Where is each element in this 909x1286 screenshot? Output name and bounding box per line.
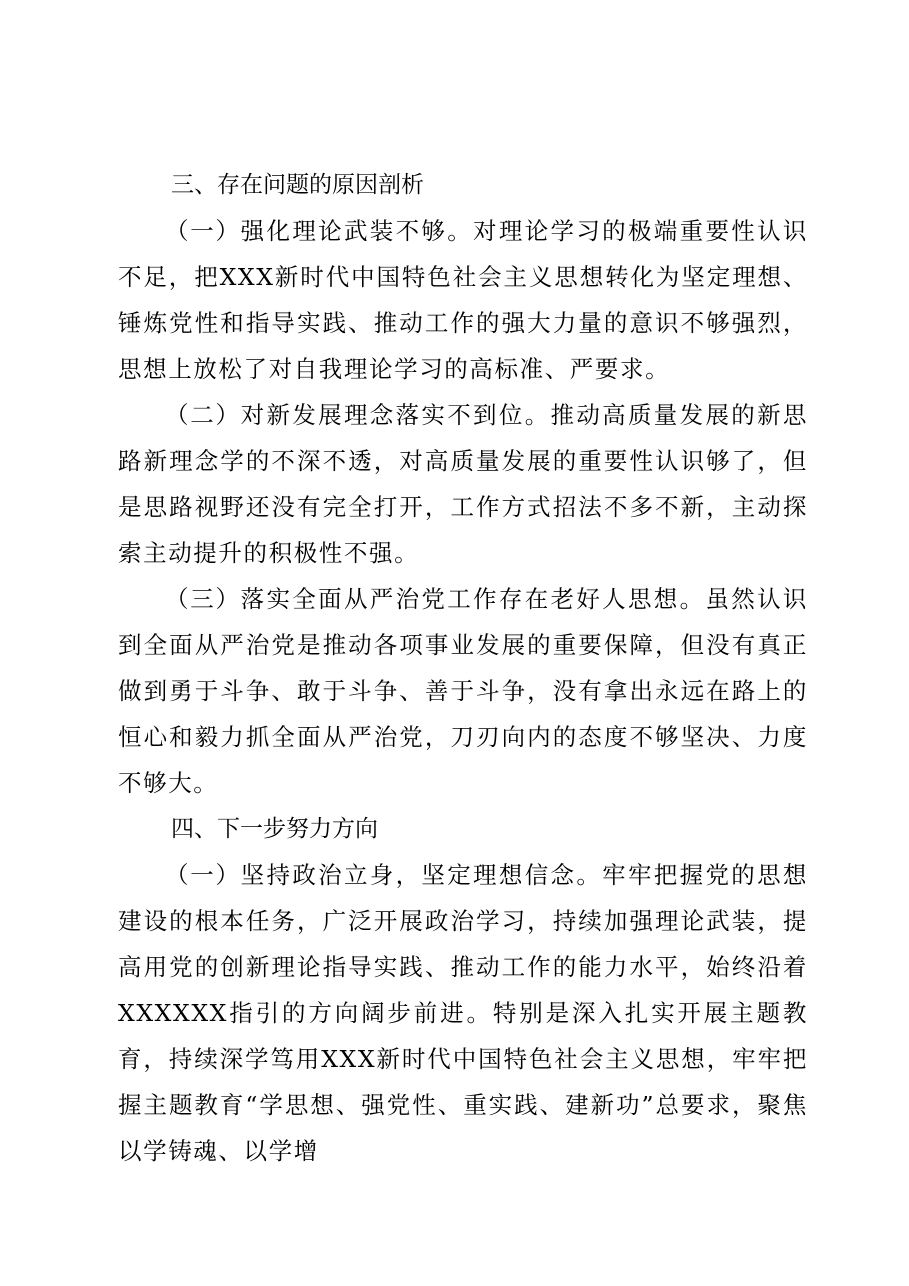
paragraph-cause-3 xyxy=(118,576,808,806)
paragraph-number: （一） xyxy=(165,217,241,245)
paragraph-direction-1 xyxy=(118,852,808,1174)
paragraph-number: （二） xyxy=(165,401,241,429)
section-heading-causes: 三、存在问题的原因剖析 xyxy=(171,172,424,198)
paragraph-number: （一） xyxy=(165,861,241,889)
paragraph-text: 坚持政治立身，坚定理想信念。牢牢把握党的思想建设的根本任务，广泛开展政治学习，持续加强理论武装，提高用党的创新理论指导实践、推动工作的能力水平，始终沿着XXXXXX指引的方向阔步前进。特别是深入扎实开展主题教育，持续深学笃用XXX新时代中国特色社会主义思想，牢牢把握主题教育“学思想、强党性、重实践、建新功”总要求，聚焦以学铸魂、以学增 xyxy=(118,861,809,1165)
paragraph-text: 对新发展理念落实不到位。推动高质量发展的新思路新理念学的不深不透，对高质量发展的重要性认识够了，但是思路视野还没有完全打开，工作方式招法不多不新，主动探索主动提升的积极性不强。 xyxy=(118,401,809,567)
paragraph-text: 落实全面从严治党工作存在老好人思想。虽然认识到全面从严治党是推动各项事业发展的重要保障，但没有真正做到勇于斗争、敢于斗争、善于斗争，没有拿出永远在路上的恒心和毅力抓全面从严治党，刀刃向内的态度不够坚决、力度不够大。 xyxy=(118,585,809,797)
paragraph-cause-2 xyxy=(118,392,808,576)
paragraph-cause-1 xyxy=(118,208,808,392)
paragraph-number: （三） xyxy=(165,585,241,613)
document-body xyxy=(118,162,808,1174)
paragraph-text: 强化理论武装不够。对理论学习的极端重要性认识不足，把XXX新时代中国特色社会主义思想转化为坚定理想、锤炼党性和指导实践、推动工作的强大力量的意识不够强烈，思想上放松了对自我理论学习的高标准、严要求。 xyxy=(118,217,809,383)
section-heading-direction: 四、下一步努力方向 xyxy=(171,816,378,842)
